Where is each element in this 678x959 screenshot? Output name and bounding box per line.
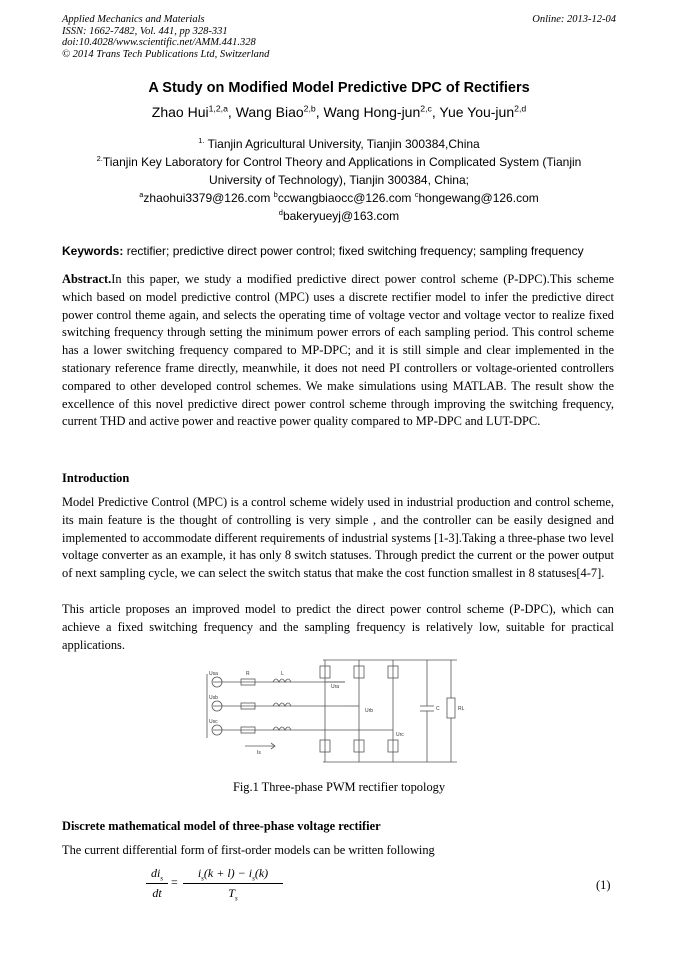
journal-header [62,14,269,60]
author-name: Wang Biao [235,104,304,120]
affiliation-2 [70,153,608,171]
label-rl: RL [458,706,465,712]
eq-rhs-den: $T_s$ [228,886,238,903]
author-sup: 2,c [420,103,432,114]
label-usb: Usb [209,695,218,701]
inductor-c [273,727,291,730]
intro-heading: Introduction [62,471,130,485]
inductor-a [273,679,291,682]
copyright: © 2014 Trans Tech Publications Ltd, Switzerland [62,48,270,60]
email-sup: d [278,208,283,217]
doi: doi:10.4028/www.scientific.net/AMM.441.328 [62,37,256,48]
label-l: L [281,671,284,677]
label-urc: Urc [396,732,404,738]
email-sup: b [273,190,278,199]
intro-paragraph-1: Model Predictive Control (MPC) is a control scheme widely used in industrial production and control scheme, its main feature is the thought of controlling is very simple , and the controller can be easily designed and implemented to accommodate different requirements of industrial systems [1-3].Taking a three-phase two level voltage converter as an example, it has only 8 switch statuses. Through predict the current or the power output of next sampling cycle, we can select the switch status that make the cost function smallest in 8 statuses[4-7]. [62,495,614,581]
affiliations [70,135,608,225]
affiliation-1 [70,135,608,153]
online-date: Online: 2013-12-04 [532,14,616,25]
email-sup: a [139,190,144,199]
eq-rhs-num: $i_s(k + l) - i_s(k)$ [197,866,269,883]
label-r: R [246,671,250,677]
aff-sup: 2. [96,154,103,163]
label-usa: Usa [209,671,218,677]
email-d: bakeryueyj@163.com [282,209,400,223]
intro-paragraph-2: This article proposes an improved model to predict the direct power control scheme (P-DPC), which can achieve a fixed switching frequency and the sampling frequency is relatively low, suitable for practical applications. [62,602,614,652]
equation-1: $di_s$ dt = $i_s(k + l) - i_s(k)$ $T_s$ [146,866,286,906]
keywords-text: rectifier; predictive direct power control; fixed switching frequency; sampling frequency [126,244,584,258]
emails-line [70,189,608,207]
email-a: zhaohui3379@126.com [143,191,271,205]
rectifier-topology-figure [195,654,481,770]
label-is: Is [257,750,261,756]
section2-heading: Discrete mathematical model of three-phase voltage rectifier [62,819,381,833]
email-b: ccwangbiaocc@126.com [277,191,412,205]
paper-title: A Study on Modified Model Predictive DPC of Rectifiers [148,80,530,96]
label-usc: Usc [209,719,218,725]
author-sup: 2,b [303,103,316,114]
eq-lhs-num: $di_s$ [150,866,164,883]
label-urb: Urb [365,708,374,714]
abstract-text: In this paper, we study a modified predictive direct power control scheme (P-DPC).This scheme which based on model predictive control (MPC) uses a discrete rectifier model to infer the predictive direct power control theme again, and selects the operating time of voltage vector and voltage vector to realize fixed switching frequency through setting the minimum power errors of each sampling period. This control scheme has a lower switching frequency compared to MP-DPC; and it is still simple and clear implemented in the stationary reference frame directly, meanwhile, it does not need PI controllers or voltage-oriented controllers compared to other developed control schemes. We make simulations using MATLAB. The result show the excellence of this novel predictive direct power control scheme through improving the switching frequency, current THD and active power and reactive power quality compared to MP-DPC and LUT-DPC. [62,272,614,429]
emails-line-2 [70,207,608,225]
inductor-b [273,703,291,706]
keywords-label: Keywords: [62,244,124,258]
aff-text: Tianjin Key Laboratory for Control Theory and Applications in Complicated System (Tianjin [102,155,582,169]
author-name: Yue You-jun [439,104,515,120]
author-name: Wang Hong-jun [323,104,421,120]
load-resistor [447,698,455,718]
label-c: C [436,706,440,712]
author-sup: 2,d [514,103,527,114]
label-ura: Ura [331,684,340,690]
aff-text: Tianjin Agricultural University, Tianjin 300384,China [207,137,480,151]
eq-lhs-den: dt [152,886,162,900]
issn: ISSN: 1662-7482, Vol. 441, pp 328-331 [62,25,228,37]
abstract [62,271,614,431]
author-sup: 1,2,a [208,103,228,114]
aff-sup: 1. [198,136,205,145]
equation-number: (1) [596,878,611,892]
email-c: hongewang@126.com [418,191,539,205]
abstract-label: Abstract. [62,272,112,286]
journal-name: Applied Mechanics and Materials [62,14,205,25]
figure-caption: Fig.1 Three-phase PWM rectifier topology [232,780,446,794]
author-name: Zhao Hui [151,104,209,120]
keywords [62,244,584,258]
section2-paragraph: The current differential form of first-order models can be written following [62,843,435,857]
author-list: Zhao Hui$^{1,2,a}$, Wang Biao$^{2,b}$, Wang Hong-jun$^{2,c}$, Yue You-jun$^{2,d}$ [151,103,527,120]
affiliation-2-cont: University of Technology), Tianjin 300384, China; [209,173,469,187]
email-sup: c [414,190,419,199]
